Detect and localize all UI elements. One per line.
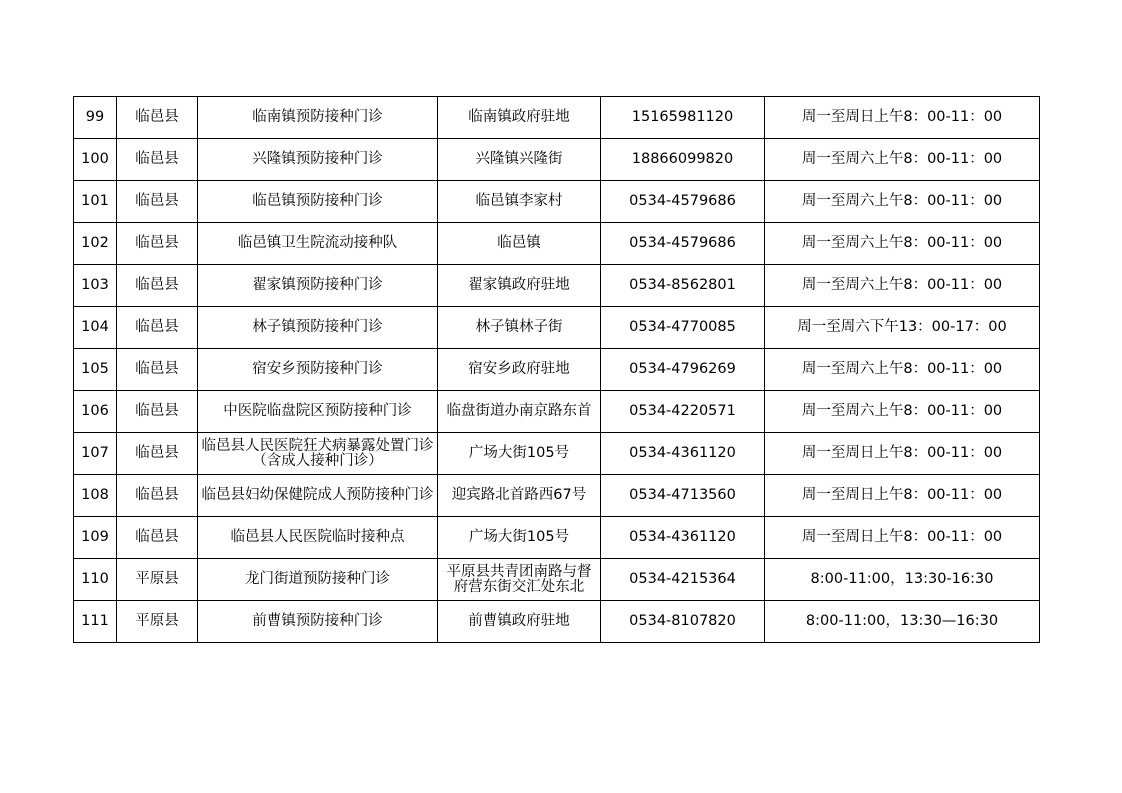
phone-cell: 0534-4579686 [601, 181, 765, 223]
phone-cell: 0534-4361120 [601, 433, 765, 475]
address-cell: 广场大街105号 [438, 517, 601, 559]
phone-cell: 0534-8107820 [601, 601, 765, 643]
county-cell: 临邑县 [117, 349, 198, 391]
table-row [74, 391, 1040, 433]
phone-cell: 0534-4770085 [601, 307, 765, 349]
address-cell: 迎宾路北首路西67号 [438, 475, 601, 517]
county-cell: 临邑县 [117, 391, 198, 433]
phone-cell: 18866099820 [601, 139, 765, 181]
row-number-cell: 102 [74, 223, 117, 265]
address-cell: 前曹镇政府驻地 [438, 601, 601, 643]
table-row [74, 517, 1040, 559]
county-cell: 临邑县 [117, 517, 198, 559]
table-row [74, 475, 1040, 517]
clinic-name-cell: 临邑县人民医院临时接种点 [198, 517, 438, 559]
address-cell: 临邑镇 [438, 223, 601, 265]
clinic-name-cell: 临南镇预防接种门诊 [198, 97, 438, 139]
hours-cell: 周一至周日上午8：00-11：00 [765, 517, 1040, 559]
clinic-name-cell: 翟家镇预防接种门诊 [198, 265, 438, 307]
clinic-name-cell: 前曹镇预防接种门诊 [198, 601, 438, 643]
county-cell: 临邑县 [117, 307, 198, 349]
row-number-cell: 108 [74, 475, 117, 517]
county-cell: 平原县 [117, 559, 198, 601]
phone-cell: 0534-4215364 [601, 559, 765, 601]
address-cell: 平原县共青团南路与督府营东街交汇处东北 [438, 559, 601, 601]
phone-cell: 0534-4796269 [601, 349, 765, 391]
address-cell: 翟家镇政府驻地 [438, 265, 601, 307]
row-number-cell: 110 [74, 559, 117, 601]
row-number-cell: 105 [74, 349, 117, 391]
clinic-name-cell: 临邑镇卫生院流动接种队 [198, 223, 438, 265]
row-number-cell: 109 [74, 517, 117, 559]
county-cell: 临邑县 [117, 223, 198, 265]
row-number-cell: 107 [74, 433, 117, 475]
hours-cell: 周一至周日上午8：00-11：00 [765, 475, 1040, 517]
clinic-name-cell: 临邑县妇幼保健院成人预防接种门诊 [198, 475, 438, 517]
phone-cell: 0534-4361120 [601, 517, 765, 559]
address-cell: 临南镇政府驻地 [438, 97, 601, 139]
county-cell: 临邑县 [117, 433, 198, 475]
county-cell: 临邑县 [117, 475, 198, 517]
table-row [74, 349, 1040, 391]
county-cell: 临邑县 [117, 265, 198, 307]
row-number-cell: 103 [74, 265, 117, 307]
table-row [74, 433, 1040, 475]
clinic-name-cell: 宿安乡预防接种门诊 [198, 349, 438, 391]
row-number-cell: 99 [74, 97, 117, 139]
table-row [74, 265, 1040, 307]
hours-cell: 周一至周六上午8：00-11：00 [765, 139, 1040, 181]
vaccination-clinic-table [73, 96, 1040, 643]
hours-cell: 周一至周六下午13：00-17：00 [765, 307, 1040, 349]
phone-cell: 0534-4713560 [601, 475, 765, 517]
phone-cell: 0534-8562801 [601, 265, 765, 307]
hours-cell: 周一至周日上午8：00-11：00 [765, 433, 1040, 475]
address-cell: 兴隆镇兴隆街 [438, 139, 601, 181]
county-cell: 临邑县 [117, 97, 198, 139]
address-cell: 林子镇林子街 [438, 307, 601, 349]
county-cell: 临邑县 [117, 139, 198, 181]
row-number-cell: 111 [74, 601, 117, 643]
row-number-cell: 104 [74, 307, 117, 349]
table-row [74, 559, 1040, 601]
table-row [74, 139, 1040, 181]
hours-cell: 8:00-11:00，13:30-16:30 [765, 559, 1040, 601]
clinic-name-cell: 兴隆镇预防接种门诊 [198, 139, 438, 181]
hours-cell: 周一至周六上午8：00-11：00 [765, 223, 1040, 265]
hours-cell: 周一至周六上午8：00-11：00 [765, 181, 1040, 223]
county-cell: 临邑县 [117, 181, 198, 223]
row-number-cell: 106 [74, 391, 117, 433]
table-row [74, 97, 1040, 139]
clinic-name-cell: 林子镇预防接种门诊 [198, 307, 438, 349]
table-row [74, 223, 1040, 265]
phone-cell: 0534-4579686 [601, 223, 765, 265]
clinic-name-cell: 龙门街道预防接种门诊 [198, 559, 438, 601]
clinic-name-cell: 中医院临盘院区预防接种门诊 [198, 391, 438, 433]
row-number-cell: 100 [74, 139, 117, 181]
hours-cell: 周一至周日上午8：00-11：00 [765, 97, 1040, 139]
address-cell: 广场大街105号 [438, 433, 601, 475]
county-cell: 平原县 [117, 601, 198, 643]
table-row [74, 601, 1040, 643]
hours-cell: 周一至周六上午8：00-11：00 [765, 391, 1040, 433]
clinic-name-cell: 临邑镇预防接种门诊 [198, 181, 438, 223]
hours-cell: 8:00-11:00，13:30—16:30 [765, 601, 1040, 643]
hours-cell: 周一至周六上午8：00-11：00 [765, 349, 1040, 391]
table-body [74, 97, 1040, 643]
hours-cell: 周一至周六上午8：00-11：00 [765, 265, 1040, 307]
table-row [74, 181, 1040, 223]
address-cell: 临邑镇李家村 [438, 181, 601, 223]
address-cell: 宿安乡政府驻地 [438, 349, 601, 391]
address-cell: 临盘街道办南京路东首 [438, 391, 601, 433]
table-row [74, 307, 1040, 349]
phone-cell: 15165981120 [601, 97, 765, 139]
row-number-cell: 101 [74, 181, 117, 223]
clinic-name-cell: 临邑县人民医院狂犬病暴露处置门诊（含成人接种门诊） [198, 433, 438, 475]
phone-cell: 0534-4220571 [601, 391, 765, 433]
